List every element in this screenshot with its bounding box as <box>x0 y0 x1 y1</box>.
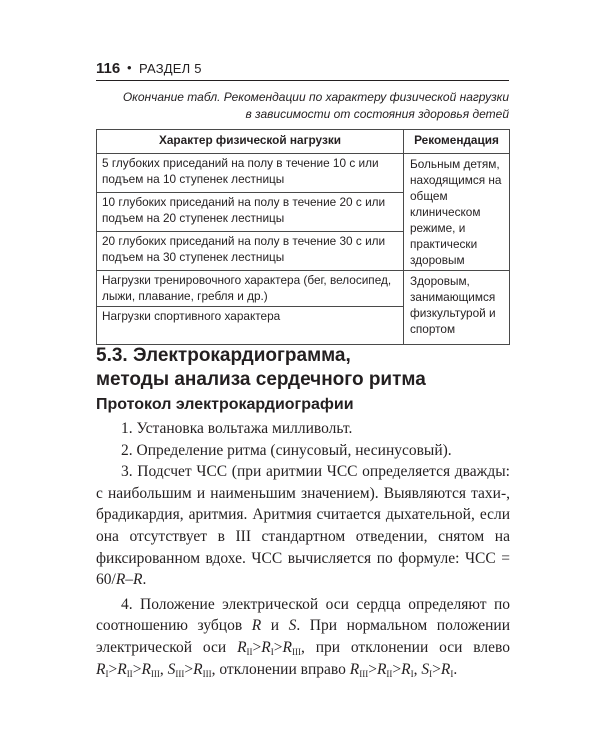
section-title-line-2: методы анализа сердечного ритма <box>96 369 426 390</box>
text-run: 4. Положение электрической оси сердца определяют по соотношению зубцов <box>96 595 510 635</box>
section-label: РАЗДЕЛ 5 <box>139 61 202 76</box>
paragraph-item-1: 1. Установка вольтажа милливольт. <box>121 420 353 437</box>
formula-right: $R_{III}>R_{II}>R_I$, $S_I>R_I$. <box>349 660 458 679</box>
text-run: , отклонении вправо <box>211 660 350 678</box>
section-title <box>96 344 426 392</box>
header-rule <box>96 80 509 81</box>
recommendations-table <box>96 129 510 345</box>
text-run: 3. Подсчет ЧСС (при аритмии ЧСС определяется дважды: с наибольшим и наименьшим значением). Выявляются тахи-, брадикардия, аритмия. Аритмия считается дыхательной, если она отсутствует в III стандартном отведении, снятом на фиксированном вдохе. ЧСС вычисляется по формуле: ЧСС = 60/ <box>96 463 510 589</box>
formula-left: $R_I>R_{II}>R_{III}$, $S_{III}>R_{III}$ <box>96 660 212 679</box>
recommendation-cell: Здоровым, занимающимся физкультурой и спортом <box>404 271 510 345</box>
table-cell: Нагрузки спортивного характера <box>97 307 404 345</box>
text-run: . <box>142 571 147 589</box>
table-header-row <box>97 130 510 154</box>
bullet-separator: • <box>127 60 132 75</box>
body-text <box>96 418 510 680</box>
section-title-line-1: 5.3. Электрокардиограмма, <box>96 345 351 366</box>
paragraph-item-2: 2. Определение ритма (синусовый, несинусовый). <box>121 441 452 459</box>
text-run: и <box>261 617 289 635</box>
text-run: . При нормальном положении электрической оси <box>96 617 510 656</box>
formula-var: R <box>115 571 126 589</box>
table-row <box>97 271 510 307</box>
table-cell: 20 глубоких приседаний на полу в течение 30 с или подъем на 30 ступенек лестницы <box>97 232 404 271</box>
recommendation-cell: Больным детям, находящимся на общем клиническом режиме, и практически здоровым <box>404 154 510 271</box>
formula-var: R <box>251 617 262 635</box>
table-cell: Нагрузки тренировочного характера (бег, велосипед, лыжи, плавание, гребля и др.) <box>97 271 404 307</box>
running-header <box>96 58 509 80</box>
table-cell: 5 глубоких приседаний на полу в течение 10 с или подъем на 10 ступенек лестницы <box>97 154 404 193</box>
page-number: 116 <box>96 60 121 77</box>
subsection-title: Протокол электрокардиографии <box>96 396 354 413</box>
table-row <box>97 154 510 193</box>
caption-line-1: Окончание табл. Рекомендации по характеру физической нагрузки <box>122 90 509 104</box>
paragraph-item-3 <box>96 461 510 591</box>
formula-sign: – <box>125 571 134 589</box>
caption-line-2: в зависимости от состояния здоровья детей <box>245 107 509 121</box>
formula-var: R <box>133 571 143 589</box>
formula-var: S <box>288 617 297 635</box>
table-cell: 10 глубоких приседаний на полу в течение 20 с или подъем на 20 ступенек лестницы <box>97 193 404 232</box>
column-header-recommendation: Рекомендация <box>404 130 510 154</box>
paragraph-item-4 <box>96 594 510 680</box>
column-header-load: Характер физической нагрузки <box>97 130 404 154</box>
table-caption <box>96 89 509 123</box>
formula-normal: $R_{II}>R_I>R_{III}$ <box>237 638 301 657</box>
text-run: , при отклонении оси влево <box>300 638 510 656</box>
